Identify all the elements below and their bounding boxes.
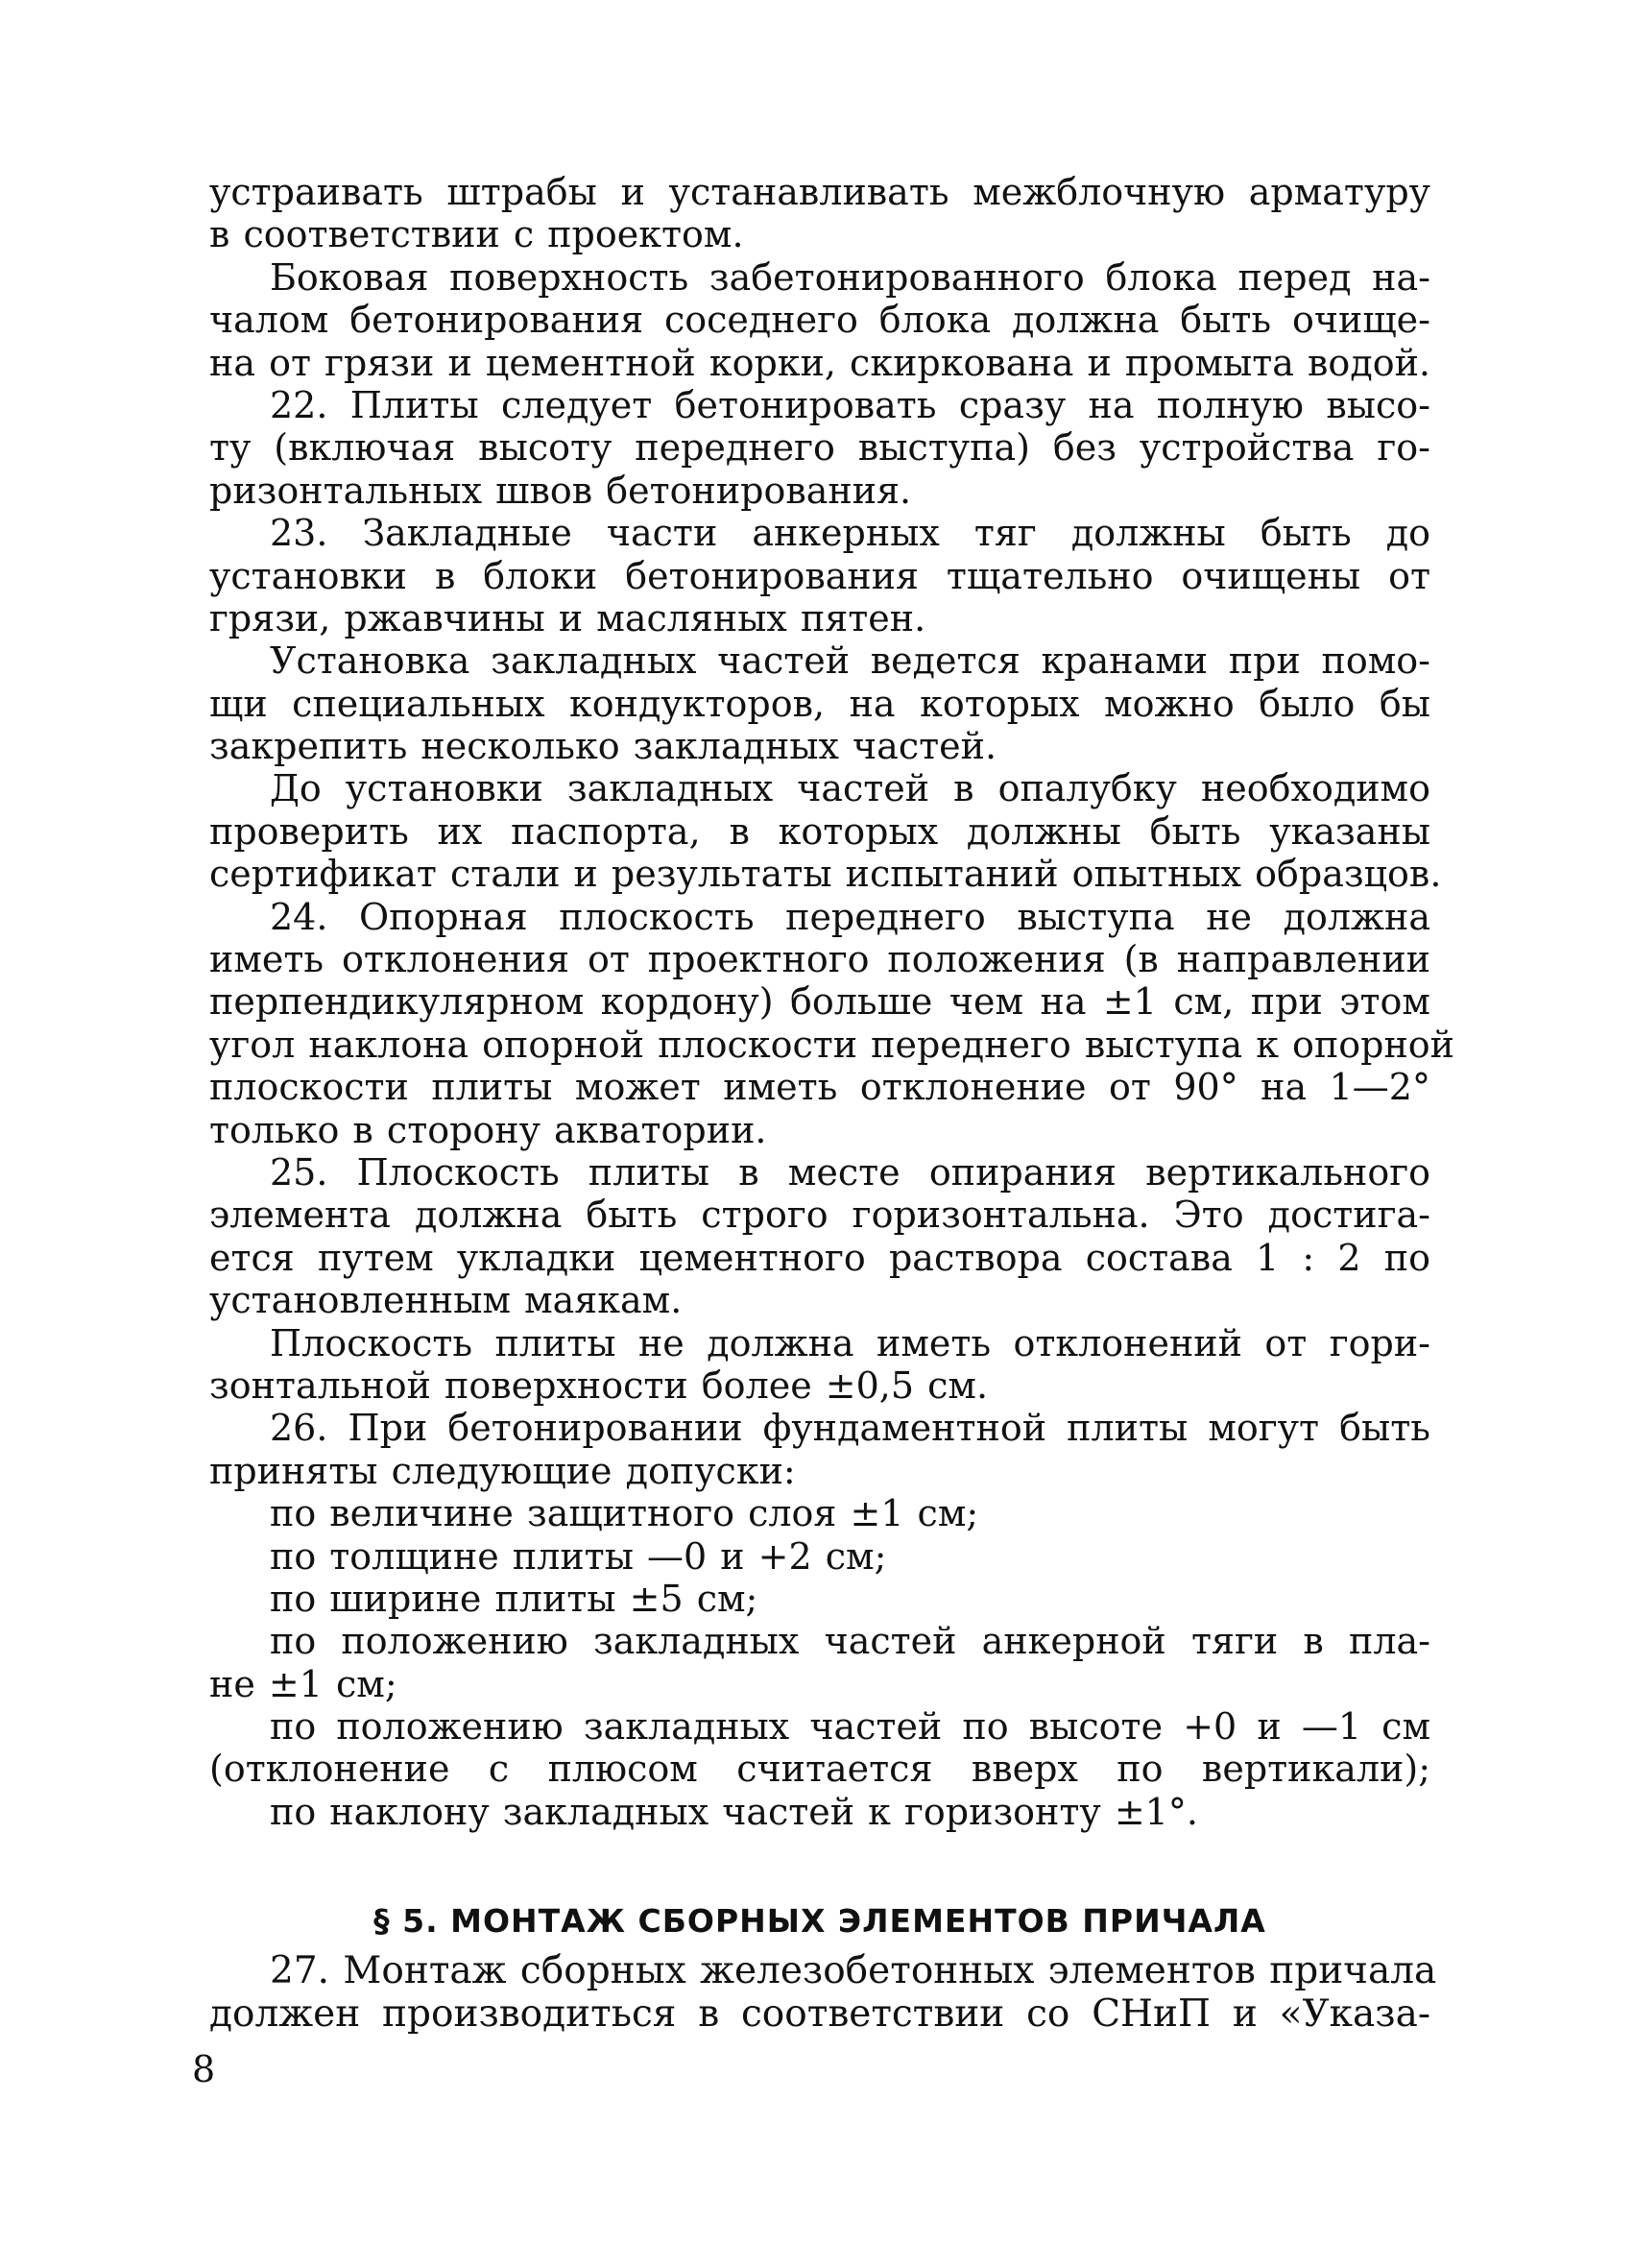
text-line: установленным маякам. (209, 1279, 683, 1322)
text-line: зонтальной поверхности более ±0,5 см. (209, 1363, 989, 1407)
text-line: Установка закладных частей ведется кранами при помо- (270, 639, 1430, 683)
text-line: 27. Монтаж сборных железобетонных элементов причала (270, 1949, 1437, 1993)
text-line: Плоскость плиты не должна иметь отклонений от гори- (270, 1321, 1430, 1364)
text-line: в соответствии с проектом. (209, 213, 744, 256)
body-text (209, 171, 1455, 2036)
text-line: по толщине плиты —0 и +2 см; (270, 1534, 887, 1578)
text-line: на от грязи и цементной корки, скиркована и промыта водой. (209, 341, 1430, 384)
text-line: Боковая поверхность забетонированного блока перед на- (270, 255, 1430, 299)
text-line: До установки закладных частей в опалубку необходимо (270, 767, 1430, 810)
text-line: 22. Плиты следует бетонировать сразу на полную высо- (270, 383, 1430, 426)
text-line: по положению закладных частей анкерной тяги в пла- (270, 1620, 1430, 1663)
text-line: закрепить несколько закладных частей. (209, 725, 997, 768)
text-line: проверить их паспорта, в которых должны быть указаны (209, 809, 1430, 853)
paragraphs-top (209, 171, 1455, 1833)
text-line: сертификат стали и результаты испытаний опытных образцов. (209, 853, 1442, 896)
text-line: иметь отклонения от проектного положения (в направлении (209, 938, 1430, 981)
text-line: по ширине плиты ±5 см; (270, 1577, 758, 1620)
text-line: приняты следующие допуски: (209, 1449, 796, 1492)
text-line: грязи, ржавчины и масляных пятен. (209, 596, 926, 639)
text-line: ту (включая высоту переднего выступа) без устройства го- (209, 426, 1430, 470)
text-line: по положению закладных частей по высоте +0 и —1 см (270, 1705, 1430, 1749)
paragraphs-bottom (209, 1949, 1437, 2036)
text-line: ризонтальных швов бетонирования. (209, 469, 912, 512)
text-line: 26. При бетонировании фундаментной плиты могут быть (270, 1407, 1430, 1450)
text-line: 25. Плоскость плиты в месте опирания вертикального (270, 1150, 1430, 1194)
section-gap (209, 1833, 1430, 1893)
text-line: элемента должна быть строго горизонтальна. Это достига- (209, 1194, 1430, 1237)
text-line: только в сторону акватории. (209, 1108, 767, 1151)
section-heading: § 5. МОНТАЖ СБОРНЫХ ЭЛЕМЕНТОВ ПРИЧАЛА (373, 1902, 1266, 1941)
text-line: установки в блоки бетонирования тщательно очищены от (209, 554, 1430, 597)
text-line: по величине защитного слоя ±1 см; (270, 1492, 979, 1535)
text-line: угол наклона опорной плоскости переднего выступа к опорной (209, 1023, 1455, 1066)
text-line: (отклонение с плюсом считается вверх по вертикали); (209, 1748, 1430, 1791)
text-line: не ±1 см; (209, 1662, 397, 1705)
text-line: перпендикулярном кордону) больше чем на ±1 см, при этом (209, 980, 1430, 1024)
text-line: по наклону закладных частей к горизонту ±1°. (270, 1790, 1198, 1833)
text-line: чалом бетонирования соседнего блока должна быть очище- (209, 299, 1430, 342)
page-number: 8 (192, 2048, 216, 2090)
text-line: щи специальных кондукторов, на которых можно было бы (209, 682, 1430, 725)
text-line: должен производиться в соответствии со СНиП и «Указа- (209, 1991, 1430, 2036)
text-line: 23. Закладные части анкерных тяг должны быть до (270, 512, 1430, 555)
text-line: устраивать штрабы и устанавливать межблочную арматуру (209, 171, 1430, 213)
text-line: 24. Опорная плоскость переднего выступа не должна (270, 895, 1430, 938)
text-line: ется путем укладки цементного раствора состава 1 : 2 по (209, 1236, 1430, 1279)
text-line: плоскости плиты может иметь отклонение от 90° на 1—2° (209, 1066, 1430, 1109)
